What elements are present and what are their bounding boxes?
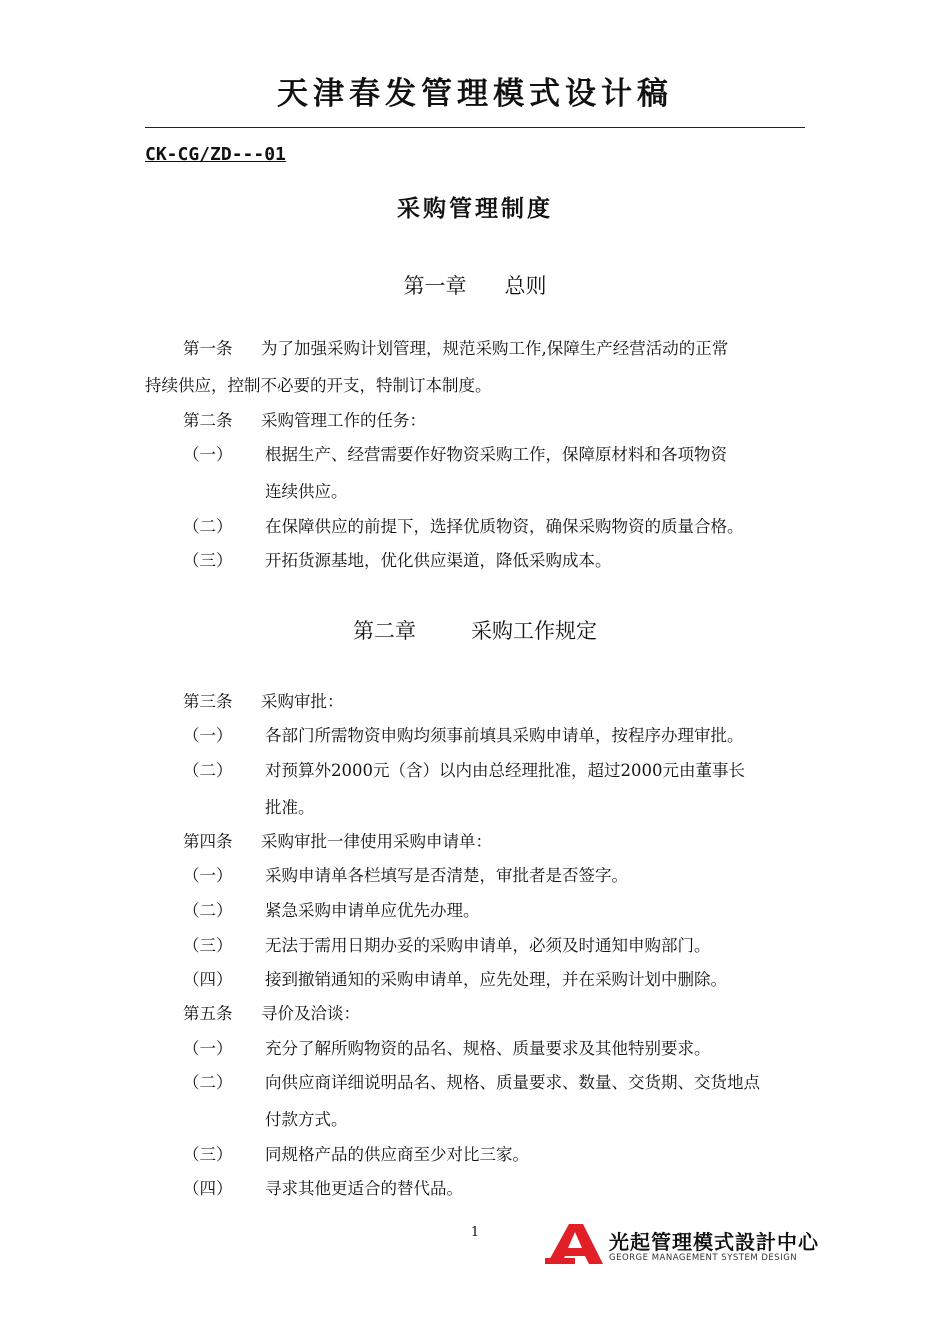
article-3 [183, 688, 344, 712]
article-3-text: 采购审批： [261, 692, 344, 711]
list-item [183, 966, 727, 990]
article-1-label: 第一条 [183, 339, 233, 358]
list-item [183, 897, 480, 921]
logo-a-mark-icon [545, 1222, 605, 1266]
list-item-text: 向供应商详细说明品名、规格、质量要求、数量、交货期、交货地点 [265, 1073, 760, 1092]
list-item-text: 根据生产、经营需要作好物资采购工作，保障原材料和各项物资 [265, 445, 727, 464]
article-5-label: 第五条 [183, 1004, 233, 1023]
list-item [183, 1175, 463, 1199]
list-item-text: 开拓货源基地，优化供应渠道，降低采购成本。 [265, 551, 612, 570]
article-1-line-2: 持续供应，控制不必要的开支，特制订本制度。 [145, 376, 492, 395]
article-3-label: 第三条 [183, 692, 233, 711]
article-1-line-1 [183, 335, 728, 359]
chapter-1-name: 总则 [504, 274, 547, 298]
chapter-2-number: 第二章 [353, 619, 416, 643]
chapter-2-name: 采购工作规定 [471, 619, 597, 643]
list-item [183, 547, 612, 571]
article-2 [183, 407, 426, 431]
article-2-text: 采购管理工作的任务： [261, 411, 426, 430]
list-item-label: （一） [183, 866, 233, 885]
list-item-label: （一） [183, 1039, 233, 1058]
list-item [183, 862, 628, 886]
list-item-label: （一） [183, 445, 233, 464]
list-item-text: 同规格产品的供应商至少对比三家。 [265, 1145, 529, 1164]
list-item-text: 寻求其他更适合的替代品。 [265, 1179, 463, 1198]
chapter-2-heading [0, 615, 950, 645]
article-5 [183, 1000, 360, 1024]
article-4 [183, 828, 492, 852]
article-1-text: 为了加强采购计划管理，规范采购工作,保障生产经营活动的正常 [261, 339, 729, 358]
chapter-1-heading [0, 270, 950, 300]
list-item [183, 932, 711, 956]
header-title: 天津春发管理模式设计稿 [277, 76, 673, 112]
list-item-label: （二） [183, 901, 233, 920]
list-item-text: 接到撤销通知的采购申请单，应先处理，并在采购计划中删除。 [265, 970, 727, 989]
list-item [183, 1141, 529, 1165]
list-item-text: 各部门所需物资申购均须事前填具采购申请单，按程序办理审批。 [265, 726, 744, 745]
list-item [183, 1035, 711, 1059]
logo-subtitle: GEORGE MANAGEMENT SYSTEM DESIGN [609, 1253, 798, 1263]
document-title: 采购管理制度 [397, 196, 553, 222]
chapter-1-number: 第一章 [403, 274, 467, 298]
company-logo [545, 1222, 819, 1268]
page-number: 1 [470, 1225, 480, 1240]
document-code: CK-CG/ZD---01 [145, 144, 286, 165]
list-item-continuation: 连续供应。 [265, 482, 348, 501]
list-item-continuation: 付款方式。 [265, 1110, 348, 1129]
article-2-label: 第二条 [183, 411, 233, 430]
list-item [183, 441, 727, 465]
article-4-text: 采购审批一律使用采购申请单： [261, 832, 492, 851]
list-item-label: （三） [183, 551, 233, 570]
list-item [183, 1069, 760, 1093]
list-item-label: （三） [183, 1145, 233, 1164]
list-item-label: （二） [183, 761, 233, 780]
list-item [183, 722, 744, 746]
list-item-text: 无法于需用日期办妥的采购申请单，必须及时通知申购部门。 [265, 936, 711, 955]
list-item-text: 充分了解所购物资的品名、规格、质量要求及其他特别要求。 [265, 1039, 711, 1058]
list-item-label: （一） [183, 726, 233, 745]
list-item-continuation: 批准。 [265, 798, 315, 817]
list-item-text: 采购申请单各栏填写是否清楚，审批者是否签字。 [265, 866, 628, 885]
list-item-label: （四） [183, 970, 233, 989]
list-item-label: （二） [183, 1073, 233, 1092]
list-item-label: （二） [183, 517, 233, 536]
list-item-text: 在保障供应的前提下，选择优质物资，确保采购物资的质量合格。 [265, 517, 744, 536]
article-5-text: 寻价及洽谈： [261, 1004, 360, 1023]
header-divider [145, 127, 805, 128]
list-item [183, 757, 745, 781]
list-item-text: 对预算外2000元（含）以内由总经理批准，超过2000元由董事长 [265, 761, 745, 780]
list-item-label: （三） [183, 936, 233, 955]
article-4-label: 第四条 [183, 832, 233, 851]
list-item-text: 紧急采购申请单应优先办理。 [265, 901, 480, 920]
logo-name: 光起管理模式設計中心 [609, 1230, 819, 1254]
list-item-label: （四） [183, 1179, 233, 1198]
list-item [183, 513, 744, 537]
